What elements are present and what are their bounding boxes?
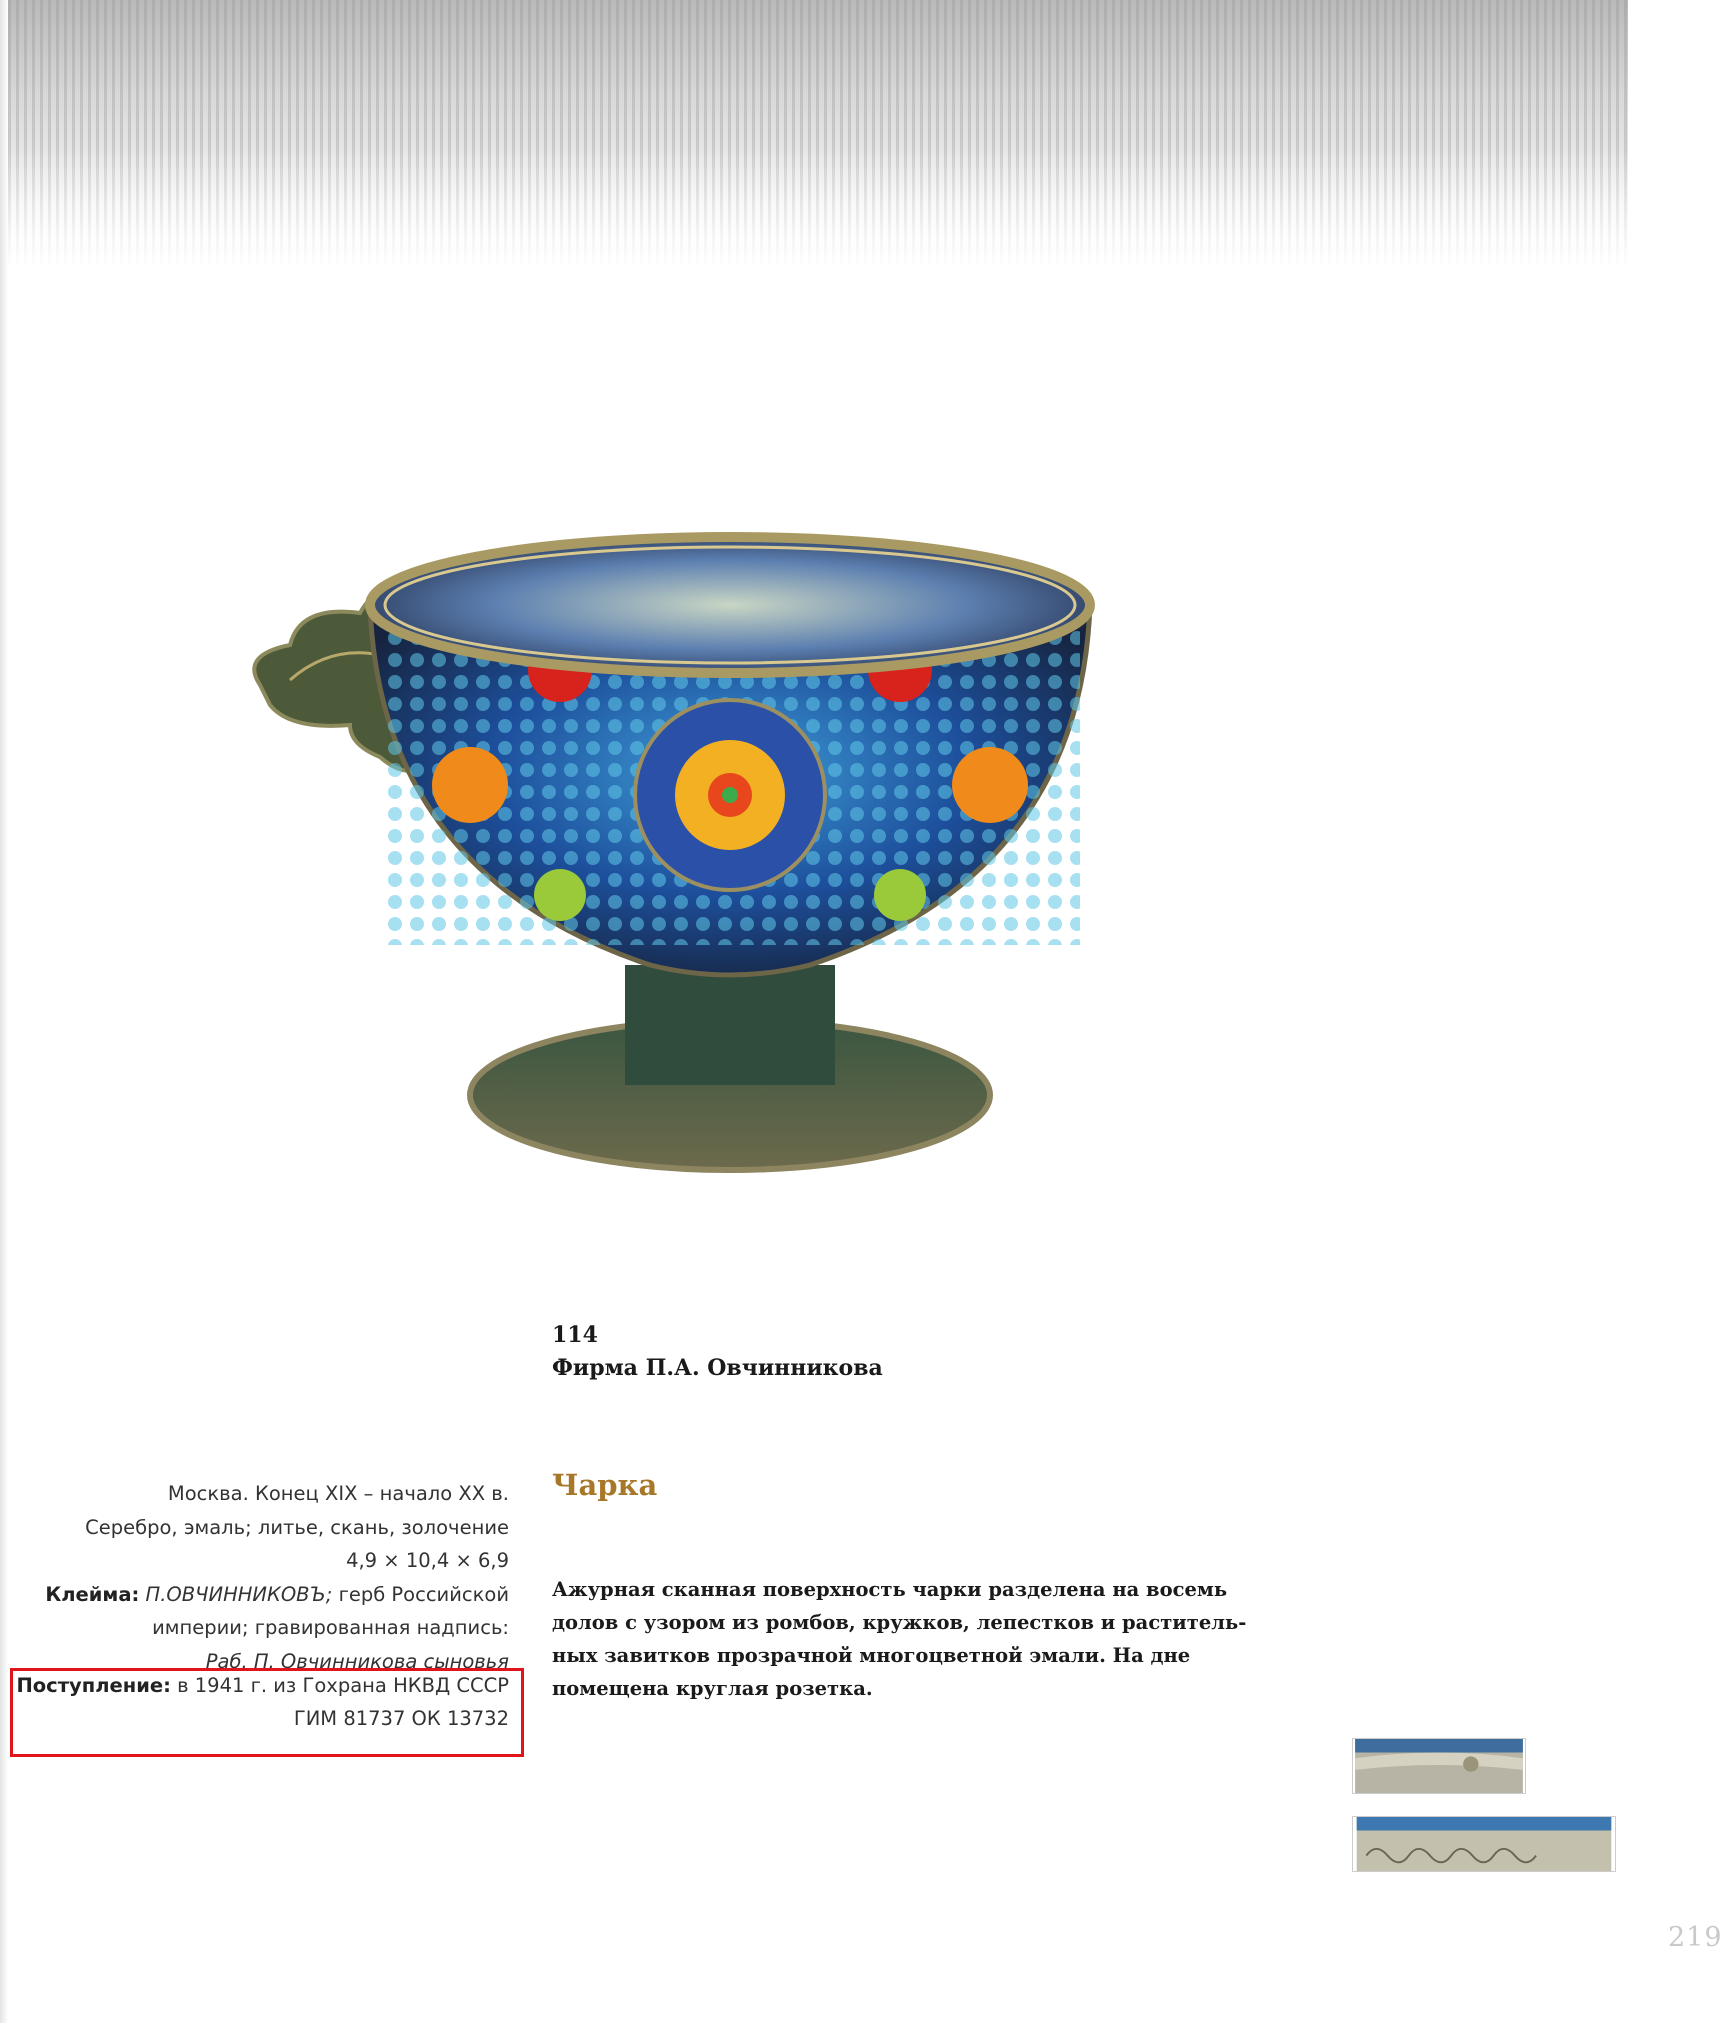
object-title: Чарка bbox=[552, 1468, 658, 1502]
maker-name: Фирма П.А. Овчинникова bbox=[552, 1355, 883, 1381]
page-number: 219 bbox=[1668, 1922, 1723, 1953]
mark-detail-thumbnail bbox=[1352, 1738, 1526, 1794]
marks-label: Клейма: bbox=[45, 1582, 140, 1606]
marks-line-2: империи; гравированная надпись: bbox=[152, 1616, 509, 1639]
marks-inscription: Раб. П. Овчинникова сыновья bbox=[205, 1649, 509, 1669]
marks-line bbox=[0, 1578, 509, 1612]
marks-maker: П.ОВЧИННИКОВЪ; bbox=[145, 1582, 333, 1606]
description-line: ных завитков прозрачной многоцветной эмали. На дне bbox=[552, 1644, 1191, 1667]
dimensions: 4,9 × 10,4 × 6,9 bbox=[346, 1549, 509, 1572]
provenance-label: Поступление: bbox=[16, 1673, 171, 1697]
inventory-number: ГИМ 81737 ОК 13732 bbox=[293, 1707, 509, 1730]
place-date: Москва. Конец XIX – начало XX в. bbox=[167, 1482, 509, 1505]
cup-photograph bbox=[230, 495, 1240, 1215]
inscription-detail-thumbnail bbox=[1352, 1816, 1616, 1872]
decorative-header-band bbox=[0, 0, 1628, 270]
object-description bbox=[552, 1573, 1247, 1705]
materials: Серебро, эмаль; литье, скань, золочение bbox=[85, 1515, 509, 1539]
description-line: помещена круглая розетка. bbox=[552, 1677, 873, 1700]
marks-text: герб Российской bbox=[332, 1582, 509, 1606]
description-line: долов с узором из ромбов, кружков, лепестков и раститель- bbox=[552, 1611, 1247, 1634]
provenance-text: в 1941 г. из Гохрана НКВД СССР bbox=[170, 1673, 509, 1697]
description-line: Ажурная сканная поверхность чарки разделена на восемь bbox=[552, 1578, 1228, 1601]
provenance-highlight-box bbox=[10, 1668, 524, 1757]
entry-number: 114 bbox=[552, 1322, 598, 1348]
